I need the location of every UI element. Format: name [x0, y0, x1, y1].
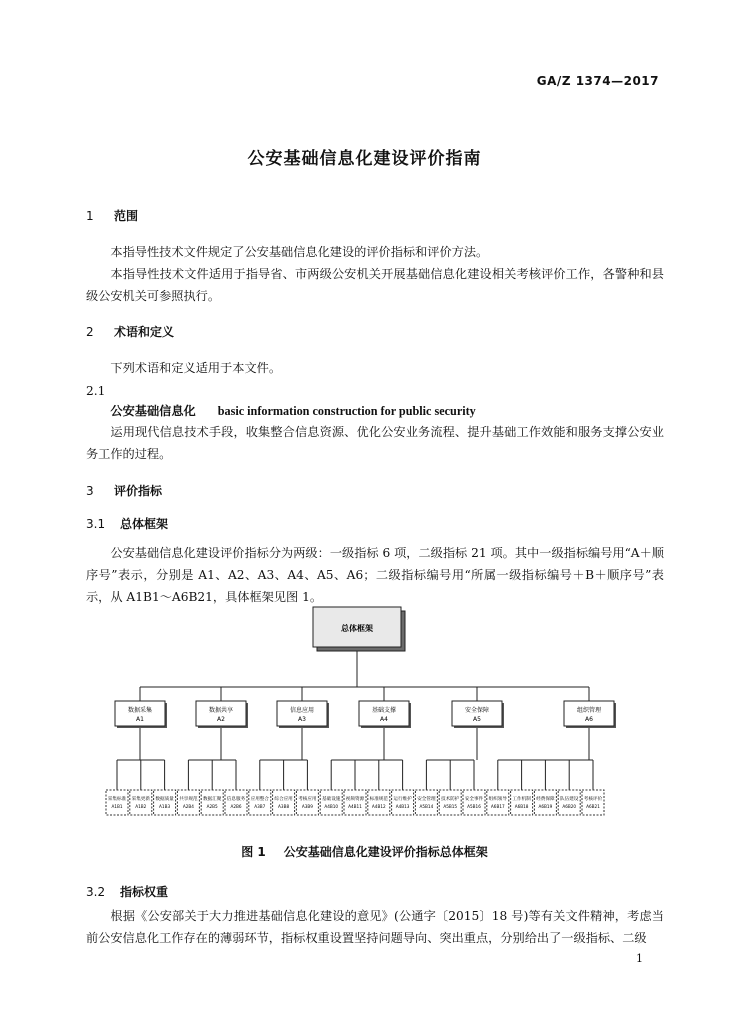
level1-label: 组织管理	[576, 707, 602, 714]
level2-box	[582, 790, 604, 815]
term-chinese: 公安基础信息化	[110, 404, 196, 418]
level2-label: 安全事件	[464, 797, 484, 802]
level2-code: A6B21	[586, 804, 600, 809]
paragraph: 公安基础信息化建设评价指标分为两级：一级指标 6 项，二级指标 21 项。其中一级指标编号用“A＋顺序号”表示，分别是 A1、A2、A3、A4、A5、A6；二级指标编号用“所属一级指标编号＋B＋顺序号”表示，从 A1B1～A6B21，具体框架见图 1。	[86, 546, 664, 604]
level1-code: A6	[585, 716, 593, 723]
level2-label: 技术防护	[441, 797, 460, 802]
paragraph: 根据《公安部关于大力推进基础信息化建设的意见》(公通字〔2015〕18 号)等有关文件精神，考虑当前公安信息化工作存在的薄弱环节，指标权重设置坚持问题导向、突出重点，分别给出了一级指标、二级	[86, 909, 664, 945]
section-title: 范围	[114, 209, 139, 223]
level2-box	[106, 790, 128, 815]
level1-label: 安全保障	[464, 707, 490, 714]
level2-code: A1B1	[111, 804, 123, 809]
subsection-3-1-heading	[86, 515, 168, 532]
level2-box	[273, 790, 295, 815]
level2-box	[225, 790, 247, 815]
section-number: 2	[86, 325, 94, 339]
level2-label: 考核应用	[298, 797, 317, 802]
level1-code: A5	[473, 716, 481, 723]
level2-code: A3B8	[278, 804, 290, 809]
level2-code: A4B12	[371, 804, 386, 809]
level2-code: A3B7	[254, 804, 266, 809]
section-title: 评价指标	[114, 484, 163, 498]
level2-code: A5B15	[443, 804, 458, 809]
level2-code: A1B2	[135, 804, 147, 809]
figure-caption	[0, 843, 729, 860]
level2-code: A6B19	[538, 804, 553, 809]
level2-box	[392, 790, 414, 815]
section-2-heading	[86, 323, 174, 340]
level2-label: 安全管理	[417, 797, 436, 802]
section-title: 指标权重	[120, 885, 169, 899]
subsection-number: 2.1	[86, 384, 106, 398]
level1-code: A3	[298, 716, 306, 723]
level1-code: A1	[136, 716, 144, 723]
level2-label: 组织领导	[488, 797, 507, 802]
level2-box	[320, 790, 342, 815]
level1-code: A2	[217, 716, 225, 723]
term-entry	[86, 400, 664, 422]
level1-code: A4	[380, 716, 388, 723]
level2-box	[439, 790, 461, 815]
level2-label: 应用整合	[250, 797, 269, 802]
section-3-heading	[86, 482, 162, 499]
level2-box	[344, 790, 366, 815]
level2-code: A2B4	[182, 804, 194, 809]
level2-label: 数据质量	[155, 797, 174, 802]
document-id: GA/Z 1374—2017	[536, 74, 659, 88]
level2-label: 信息服务	[226, 797, 246, 802]
section-number: 3	[86, 484, 94, 498]
level2-code: A5B16	[467, 804, 481, 809]
level2-box	[130, 790, 152, 815]
level2-box	[511, 790, 533, 815]
figure-title: 公安基础信息化建设评价指标总体框架	[283, 845, 488, 859]
level2-code: A2B5	[206, 804, 218, 809]
root-label: 总体框架	[341, 624, 373, 633]
level2-box	[558, 790, 580, 815]
page-number: 1	[636, 952, 643, 965]
level2-code: A2B6	[230, 804, 242, 809]
level1-label: 数据采集	[127, 707, 153, 714]
level2-code: A6B18	[514, 804, 529, 809]
level2-box	[487, 790, 509, 815]
paragraph: 下列术语和定义适用于本文件。	[110, 361, 282, 375]
level2-label: 运行维护	[393, 797, 412, 802]
level2-box	[368, 790, 390, 815]
document-title: 公安基础信息化建设评价指南	[247, 149, 482, 169]
level2-label: 采集标准	[107, 797, 127, 802]
level2-code: A1B3	[159, 804, 171, 809]
level2-label: 数据汇聚	[203, 797, 222, 802]
level2-label: 视频资源	[345, 797, 365, 802]
paragraph: 本指导性技术文件适用于指导省、市两级公安机关开展基础信息化建设相关考核评价工作，各警种和县级公安机关可参照执行。	[86, 267, 664, 303]
level2-label: 工作机制	[512, 797, 531, 802]
section-number: 3.2	[86, 885, 106, 899]
level2-box	[249, 790, 271, 815]
level1-label: 数据共享	[208, 707, 234, 714]
level2-box	[177, 790, 199, 815]
level2-label: 标准规范	[369, 797, 388, 802]
level2-label: 采集更新	[131, 797, 150, 802]
level2-code: A4B13	[395, 804, 410, 809]
level2-code: A5B14	[419, 804, 434, 809]
paragraph: 本指导性技术文件规定了公安基础信息化建设的评价指标和评价方法。	[110, 245, 489, 259]
level1-label: 信息应用	[289, 707, 315, 714]
level2-code: A3B9	[301, 804, 313, 809]
level2-nodes	[106, 790, 604, 815]
level2-box	[154, 790, 176, 815]
root-node	[313, 607, 405, 651]
section-number: 1	[86, 209, 94, 223]
level2-label: 综合应用	[274, 797, 293, 802]
level2-box	[415, 790, 437, 815]
level2-code: A6B17	[490, 804, 505, 809]
level2-label: 考核评价	[583, 797, 603, 802]
level2-label: 队伍建设	[560, 797, 579, 802]
section-title: 总体框架	[120, 517, 169, 531]
level2-box	[463, 790, 485, 815]
level2-box	[296, 790, 318, 815]
framework-diagram	[0, 600, 729, 830]
level2-code: A4B10	[324, 804, 339, 809]
diagram-connectors	[117, 647, 593, 790]
level2-box	[534, 790, 556, 815]
level1-nodes	[115, 701, 616, 728]
level2-code: A6B20	[562, 804, 577, 809]
level2-label: 经费保障	[536, 797, 555, 802]
figure-number: 图 1	[241, 845, 266, 859]
subsection-3-2-heading	[86, 883, 168, 900]
section-1-heading	[86, 207, 138, 224]
level2-label: 基础设施	[322, 797, 341, 802]
section-number: 3.1	[86, 517, 106, 531]
level1-label: 基础支撑	[371, 707, 397, 714]
term-english: basic information construction for public security	[217, 404, 476, 418]
section-title: 术语和定义	[114, 325, 175, 339]
level2-label: 共享规范	[179, 797, 198, 802]
level2-box	[201, 790, 223, 815]
paragraph: 运用现代信息技术手段，收集整合信息资源、优化公安业务流程、提升基础工作效能和服务支撑公安业务工作的过程。	[86, 425, 664, 461]
level2-code: A4B11	[348, 804, 362, 809]
